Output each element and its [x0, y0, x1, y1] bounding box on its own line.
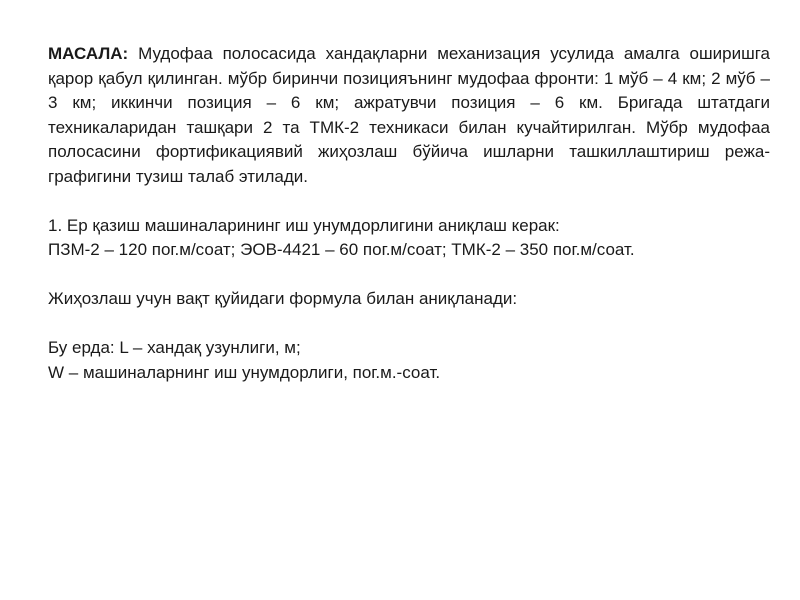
- formula-intro: Жиҳозлаш учун вақт қуйидаги формула билан аниқланади:: [48, 289, 518, 308]
- problem-label: МАСАЛА:: [48, 44, 129, 63]
- legend-length: Бу ерда: L – хандақ узунлиги, м;: [48, 338, 301, 357]
- machine-productivity-values: ПЗМ-2 – 120 пог.м/соат; ЭОВ-4421 – 60 пог.м/соат; ТМК-2 – 350 пог.м/соат.: [48, 240, 635, 259]
- problem-paragraph: [48, 42, 770, 189]
- blank-line: [48, 312, 770, 337]
- problem-text: Мудофаа полосасида хандақларни механизация усулида амалга оширишга қарор қабул қилинган. мўбр биринчи позицияънинг мудофаа фронти: 1 мўб – 4 км; 2 мўб – 3 км; иккинчи позиция – 6 км; ажратувчи позиция – 6 км. Бригада штатдаги техникаларидан ташқари 2 та ТМК-2 техникаси билан кучайтирилган. Мўбр мудофаа полосасини фортификациявий жиҳозлаш бўйича ишларни ташкиллаштириш режа-графигини тузиш талаб этилади.: [48, 44, 770, 186]
- step1-heading: 1. Ер қазиш машиналарининг иш унумдорлигини аниқлаш керак:: [48, 215, 560, 235]
- legend-productivity: W – машиналарнинг иш унумдорлиги, пог.м.-соат.: [48, 362, 441, 382]
- blank-line: [48, 263, 770, 288]
- blank-line: [48, 189, 770, 214]
